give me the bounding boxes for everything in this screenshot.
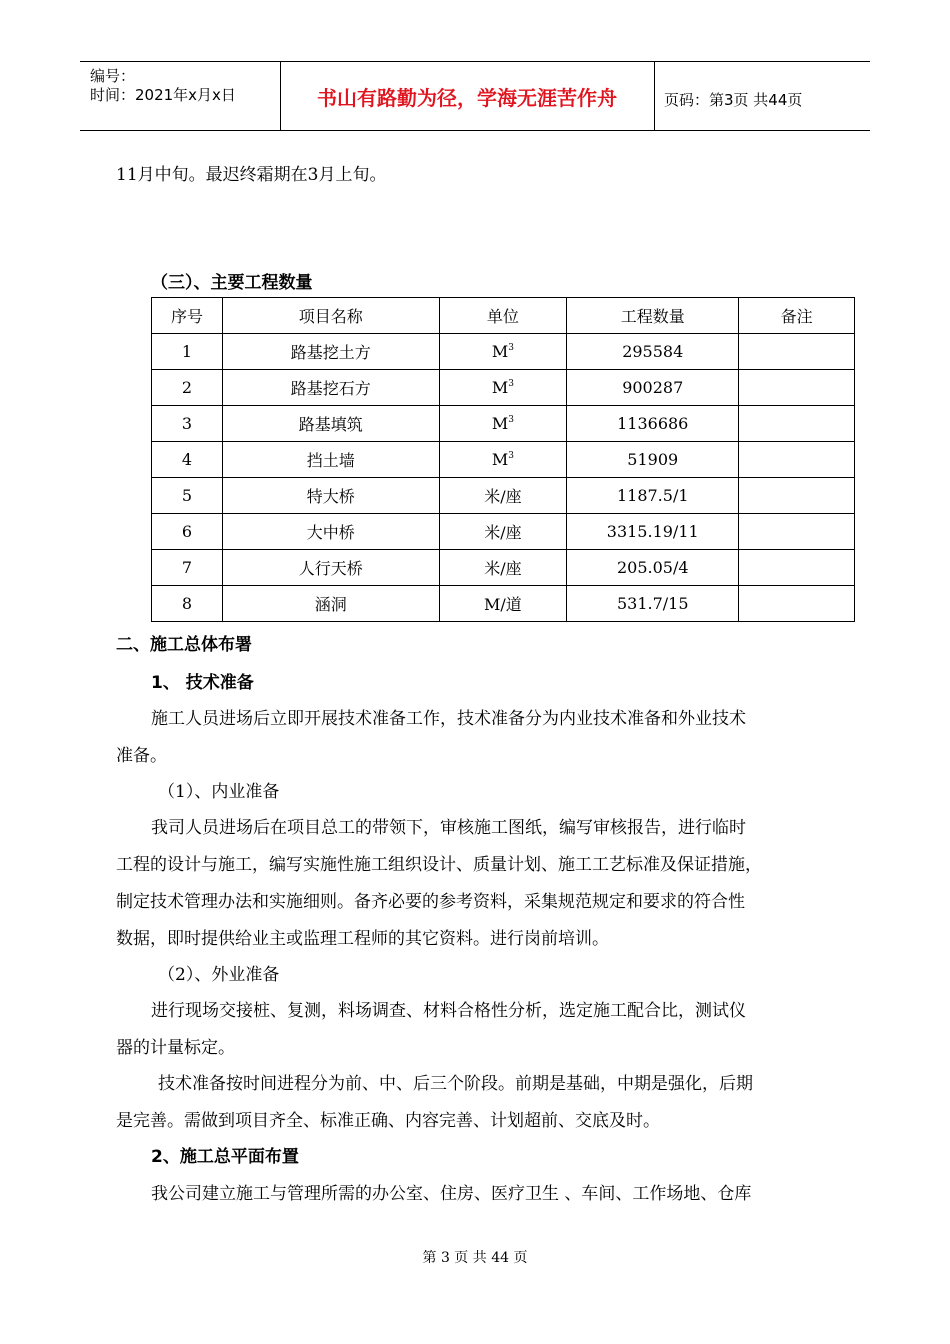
header-page-info: 页码：第3页 共44页 — [664, 91, 803, 109]
table-header-cell: 备注 — [739, 298, 855, 334]
cell-no: 1 — [152, 334, 223, 370]
table-row — [152, 370, 855, 406]
cell-note — [739, 550, 855, 586]
cell-no: 2 — [152, 370, 223, 406]
intro-line: 11月中旬。最迟终霜期在3月上旬。 — [116, 165, 387, 185]
cell-unit — [439, 406, 567, 442]
cell-name: 大中桥 — [222, 514, 439, 550]
unit-text: M — [491, 450, 509, 469]
cell-name: 人行天桥 — [222, 550, 439, 586]
cell-note — [739, 406, 855, 442]
unit-superscript: 3 — [508, 451, 514, 461]
paragraph-line: 工程的设计与施工，编写实施性施工组织设计、质量计划、施工工艺标准及保证措施， — [116, 855, 762, 875]
cell-note — [739, 586, 855, 622]
cell-qty: 51909 — [567, 442, 739, 478]
cell-name: 路基挖土方 — [222, 334, 439, 370]
cell-unit — [439, 478, 567, 514]
cell-note — [739, 370, 855, 406]
cell-note — [739, 514, 855, 550]
paragraph-line: 器的计量标定。 — [116, 1038, 235, 1058]
paragraph-line: 是完善。需做到项目齐全、标准正确、内容完善、计划超前、交底及时。 — [116, 1111, 660, 1131]
table-row — [152, 334, 855, 370]
cell-qty: 900287 — [567, 370, 739, 406]
unit-text: 米/座 — [484, 487, 522, 506]
cell-name: 路基填筑 — [222, 406, 439, 442]
cell-note — [739, 442, 855, 478]
cell-name: 路基挖石方 — [222, 370, 439, 406]
table-header-cell: 序号 — [152, 298, 223, 334]
unit-text: 米/座 — [484, 523, 522, 542]
table-row — [152, 478, 855, 514]
cell-no: 5 — [152, 478, 223, 514]
paragraph-line: 技术准备按时间进程分为前、中、后三个阶段。前期是基础，中期是强化，后期 — [158, 1074, 753, 1094]
cell-unit — [439, 550, 567, 586]
unit-superscript: 3 — [508, 379, 514, 389]
table-header-cell: 工程数量 — [567, 298, 739, 334]
header-motto: 书山有路勤为径，学海无涯苦作舟 — [317, 85, 617, 110]
cell-note — [739, 334, 855, 370]
table-row — [152, 514, 855, 550]
paragraph-line: 数据，即时提供给业主或监理工程师的其它资料。进行岗前培训。 — [116, 929, 609, 949]
cell-name: 特大桥 — [222, 478, 439, 514]
header-number-label: 编号： — [90, 67, 136, 85]
unit-text: 米/座 — [484, 559, 522, 578]
table-row — [152, 550, 855, 586]
unit-text: M/道 — [484, 595, 522, 614]
cell-no: 7 — [152, 550, 223, 586]
cell-unit — [439, 514, 567, 550]
subsection1-title: 1、 技术准备 — [151, 673, 254, 693]
cell-name: 涵洞 — [222, 586, 439, 622]
paragraph-line: 施工人员进场后立即开展技术准备工作，技术准备分为内业技术准备和外业技术 — [151, 709, 746, 729]
header-date-label: 时间：2021年x月x日 — [90, 86, 236, 104]
paragraph-line: 我司人员进场后在项目总工的带领下，审核施工图纸，编写审核报告，进行临时 — [151, 818, 746, 838]
quantity-table — [151, 297, 855, 622]
table-row — [152, 406, 855, 442]
paragraph-line: 我公司建立施工与管理所需的办公室、住房、医疗卫生 、车间、工作场地、仓库 — [151, 1184, 752, 1204]
table-header-cell: 单位 — [439, 298, 567, 334]
table-row — [152, 586, 855, 622]
page-header — [80, 61, 870, 131]
unit-superscript: 3 — [508, 415, 514, 425]
section2-title: 二、施工总体布署 — [116, 635, 252, 655]
cell-unit — [439, 334, 567, 370]
inner-prep-title: （1）、内业准备 — [158, 782, 280, 802]
cell-unit — [439, 442, 567, 478]
page-footer: 第 3 页 共 44 页 — [422, 1250, 528, 1266]
cell-qty: 295584 — [567, 334, 739, 370]
table-header-row — [152, 298, 855, 334]
table-header-cell: 项目名称 — [222, 298, 439, 334]
unit-text: M — [491, 342, 509, 361]
header-meta — [80, 62, 280, 130]
unit-text: M — [491, 378, 509, 397]
cell-no: 4 — [152, 442, 223, 478]
cell-note — [739, 478, 855, 514]
unit-superscript: 3 — [508, 343, 514, 353]
cell-no: 8 — [152, 586, 223, 622]
paragraph-line: 制定技术管理办法和实施细则。备齐必要的参考资料，采集规范规定和要求的符合性 — [116, 892, 745, 912]
cell-no: 3 — [152, 406, 223, 442]
table-row — [152, 442, 855, 478]
cell-qty: 1187.5/1 — [567, 478, 739, 514]
paragraph-line: 准备。 — [116, 746, 167, 766]
unit-text: M — [491, 414, 509, 433]
outer-prep-title: （2）、外业准备 — [158, 965, 280, 985]
cell-unit — [439, 370, 567, 406]
cell-qty: 205.05/4 — [567, 550, 739, 586]
cell-no: 6 — [152, 514, 223, 550]
cell-name: 挡土墙 — [222, 442, 439, 478]
cell-qty: 531.7/15 — [567, 586, 739, 622]
subsection2-title: 2、施工总平面布置 — [151, 1147, 299, 1167]
cell-unit — [439, 586, 567, 622]
header-divider — [654, 62, 655, 130]
section3-title: （三）、主要工程数量 — [151, 273, 313, 293]
cell-qty: 1136686 — [567, 406, 739, 442]
cell-qty: 3315.19/11 — [567, 514, 739, 550]
paragraph-line: 进行现场交接桩、复测，料场调查、材料合格性分析，选定施工配合比，测试仪 — [151, 1001, 746, 1021]
